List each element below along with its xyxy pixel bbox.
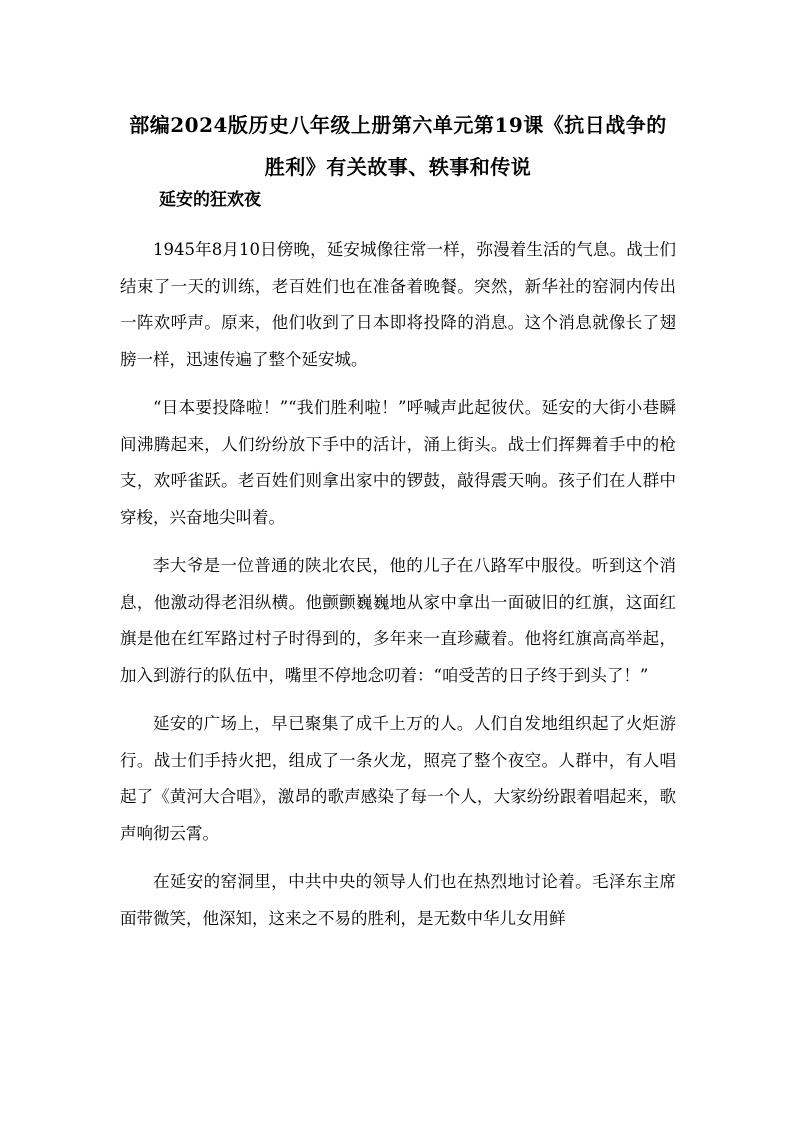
paragraph-1: 1945年8月10日傍晚，延安城像往常一样，弥漫着生活的气息。战士们结束了一天的训练，老百姓们也在准备着晚餐。突然，新华社的窑洞内传出一阵欢呼声。原来，他们收到了日本即将投降的消息。这个消息就像长了翅膀一样，迅速传遍了整个延安城。: [120, 240, 676, 369]
paragraph-3: 李大爷是一位普通的陕北农民，他的儿子在八路军中服役。听到这个消息，他激动得老泪纵横。他颤颤巍巍地从家中拿出一面破旧的红旗，这面红旗是他在红军路过村子时得到的，多年来一直珍藏着。他将红旗高高举起，加入到游行的队伍中，嘴里不停地念叨着：“咱受苦的日子终于到头了！”: [120, 556, 676, 685]
paragraph-4: 延安的广场上，早已聚集了成千上万的人。人们自发地组织起了火炬游行。战士们手持火把，组成了一条火龙，照亮了整个夜空。人群中，有人唱起了《黄河大合唱》，激昂的歌声感染了每一个人，大家纷纷跟着唱起来，歌声响彻云霄。: [120, 714, 676, 843]
section-heading: 延安的狂欢夜: [159, 190, 261, 210]
paragraph-5: 在延安的窑洞里，中共中央的领导人们也在热烈地讨论着。毛泽东主席面带微笑，他深知，这来之不易的胜利，是无数中华儿女用鲜: [120, 872, 676, 928]
document-title: 部编2024版历史八年级上册第六单元第19课《抗日战争的胜利》有关故事、轶事和传说: [129, 113, 667, 179]
document-body: [120, 232, 676, 949]
paragraph-2: “日本要投降啦！”“我们胜利啦！”呼喊声此起彼伏。延安的大街小巷瞬间沸腾起来，人们纷纷放下手中的活计，涌上街头。战士们挥舞着手中的枪支，欢呼雀跃。老百姓们则拿出家中的锣鼓，敲得震天响。孩子们在人群中穿梭，兴奋地尖叫着。: [120, 398, 676, 527]
